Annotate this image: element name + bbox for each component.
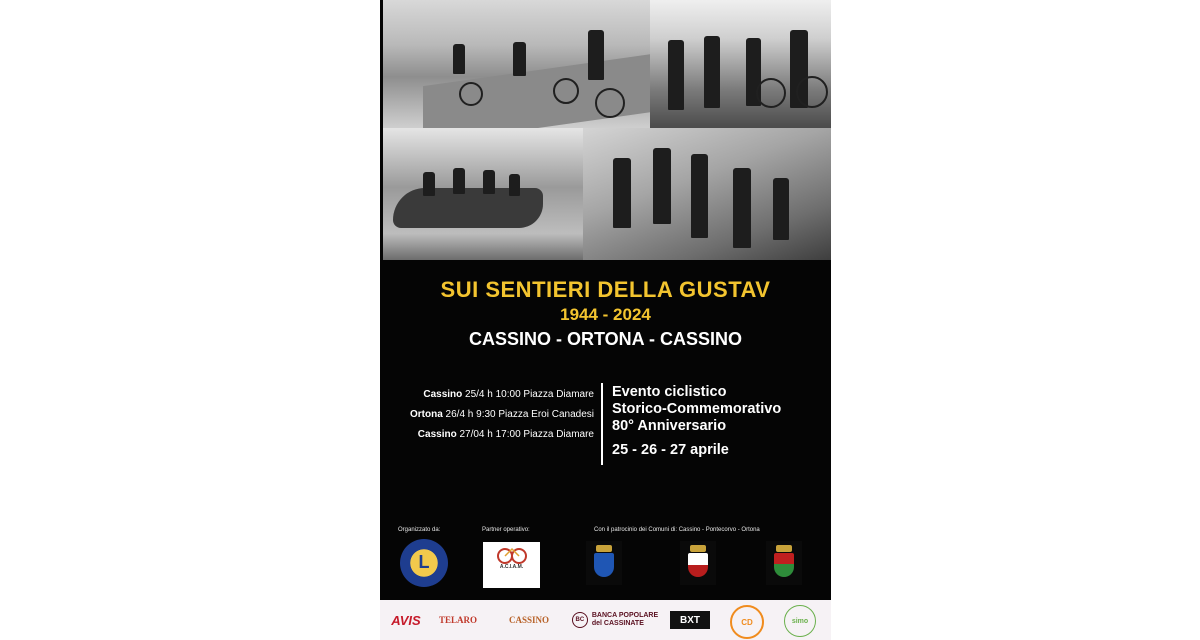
event-line: 80° Anniversario — [612, 418, 727, 434]
telaro-logo: TELARO — [438, 615, 477, 625]
orange-sponsor-logo: CD — [730, 605, 764, 639]
event-line: Storico-Commemorativo — [612, 401, 782, 417]
vertical-divider — [601, 383, 603, 465]
green-sponsor-logo: simo — [784, 605, 816, 637]
pontecorvo-crest-icon — [680, 541, 716, 585]
bpc-mark-icon: BC — [572, 612, 588, 628]
banca-popolare-cassinate-logo — [568, 606, 662, 634]
bpc-line: BANCA POPOLARE — [591, 612, 659, 619]
ortona-crest-icon — [766, 541, 802, 585]
photo-soldiers-cycling-road — [383, 0, 650, 128]
patronage-label: Con il patrocinio dei Comuni di: Cassino - Pontecorvo - Ortona — [594, 527, 760, 533]
event-poster — [380, 0, 831, 640]
cassino-logo: CASSINO — [508, 615, 549, 625]
schedule-list — [380, 385, 594, 445]
avis-logo: AVIS — [391, 612, 421, 628]
event-dates: 25 - 26 - 27 aprile — [612, 442, 729, 458]
photo-soldiers-in-boat — [383, 128, 583, 260]
bpc-line: del CASSINATE — [591, 620, 644, 627]
schedule-item: Cassino 25/4 h 10:00 Piazza Diamare — [423, 389, 594, 400]
sponsor-panel — [380, 523, 831, 640]
sponsor-strip — [380, 600, 831, 640]
event-years: 1944 - 2024 — [560, 305, 651, 324]
photo-soldiers-with-bicycles — [650, 0, 831, 128]
schedule-item: Cassino 27/04 h 17:00 Piazza Diamare — [417, 429, 594, 440]
bxt-logo: BXT — [670, 611, 710, 629]
aciam-logo: A.C.I.A.M. — [483, 542, 540, 588]
schedule-item: Ortona 26/4 h 9:30 Piazza Eroi Canadesi — [410, 409, 594, 420]
photo-soldiers-marching — [583, 128, 831, 260]
event-route: CASSINO - ORTONA - CASSINO — [468, 329, 742, 349]
organized-by-label: Organizzato da: — [398, 527, 441, 533]
partner-label: Partner operativo: — [482, 527, 530, 533]
event-description — [612, 384, 781, 458]
lions-club-logo: L — [400, 539, 448, 587]
cassino-crest-icon — [586, 541, 622, 585]
event-title: SUI SENTIERI DELLA GUSTAV — [440, 277, 771, 302]
event-line: Evento ciclistico — [612, 384, 727, 400]
